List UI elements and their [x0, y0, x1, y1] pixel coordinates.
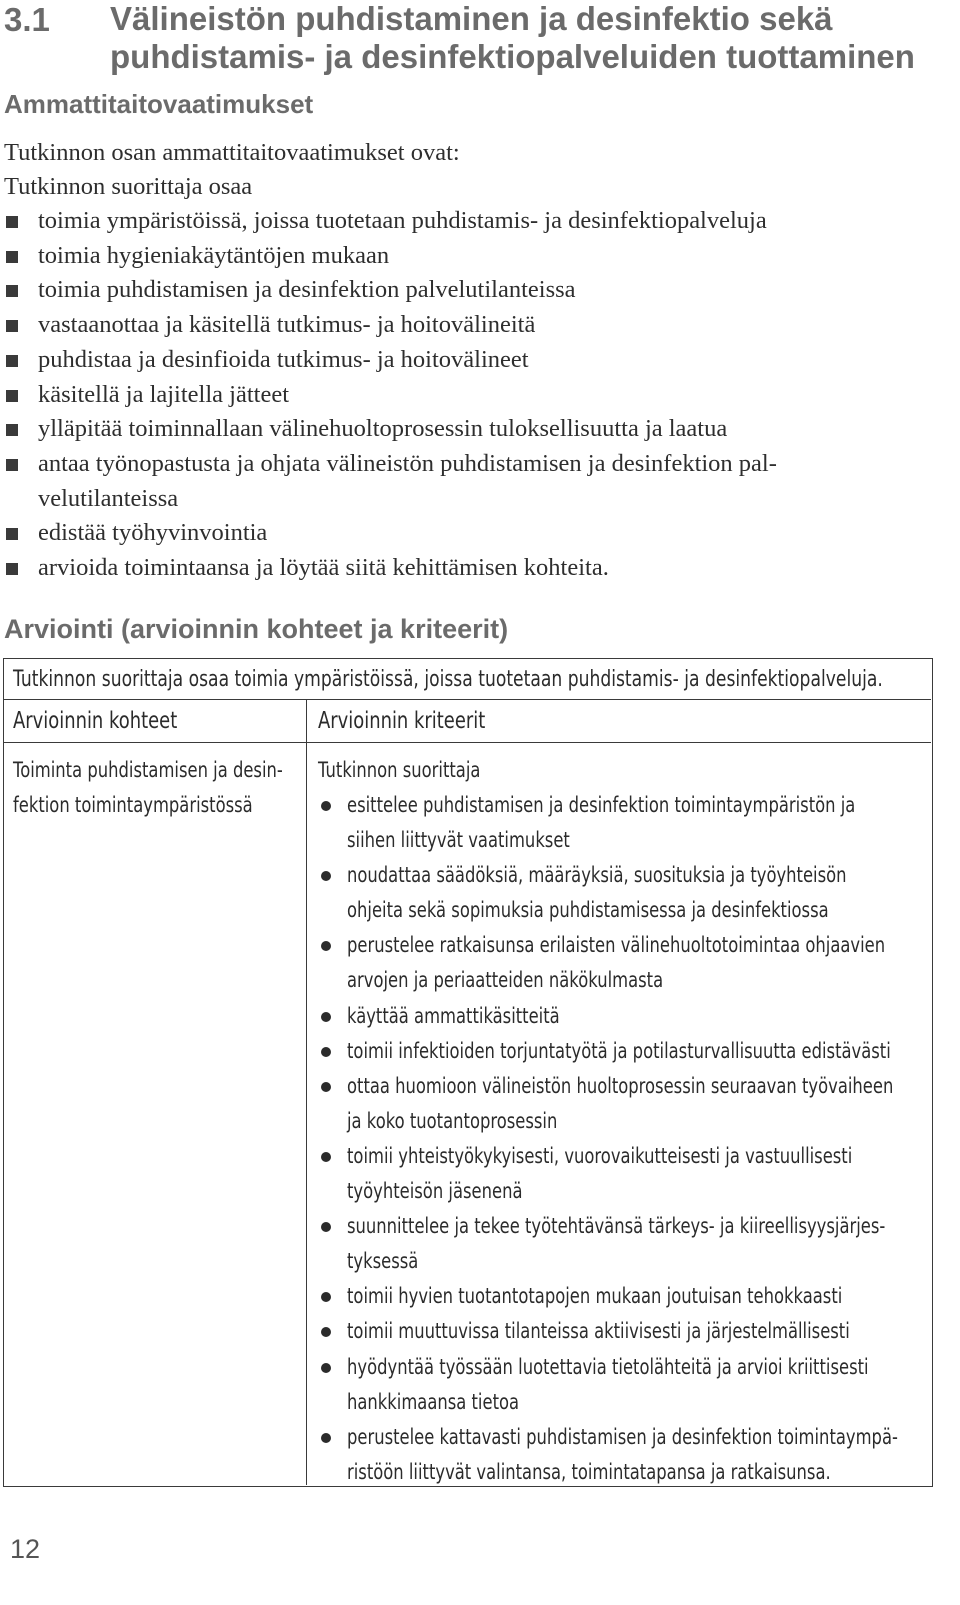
- criteria-intro: [318, 753, 526, 788]
- requirements-intro: Tutkinnon osan ammattitaitovaatimukset ovat:: [4, 139, 460, 166]
- round-bullet-icon: [321, 1082, 331, 1092]
- square-bullet-icon: [6, 528, 18, 540]
- round-bullet-icon: [321, 1152, 331, 1162]
- criteria-list: [318, 788, 960, 1490]
- square-bullet-icon: [6, 424, 18, 436]
- criteria-item: [318, 1350, 960, 1420]
- criteria-item: [318, 1314, 960, 1349]
- square-bullet-icon: [6, 355, 18, 367]
- criteria-item: [318, 788, 960, 858]
- table-header-row: [4, 700, 931, 743]
- requirement-item: [4, 308, 944, 343]
- requirement-item: [4, 204, 944, 239]
- criteria-item: [318, 1420, 960, 1490]
- criteria-text: perustelee kattavasti puhdistamisen ja desinfektion toimintaympä-: [347, 1424, 898, 1449]
- square-bullet-icon: [6, 320, 18, 332]
- round-bullet-icon: [321, 1222, 331, 1232]
- column-header-criteria: Arvioinnin kriteerit: [318, 708, 486, 734]
- target-line: fektion toimintaympäristössä: [13, 793, 253, 817]
- requirements-list: [4, 204, 944, 586]
- criteria-item: [318, 1139, 960, 1209]
- criteria-text: toimii infektioiden torjuntatyötä ja potilasturvallisuutta edistävästi: [347, 1038, 891, 1063]
- round-bullet-icon: [321, 801, 331, 811]
- evaluation-target: [13, 753, 359, 823]
- square-bullet-icon: [6, 285, 18, 297]
- requirement-item: [4, 412, 944, 447]
- criteria-text: toimii hyvien tuotantotapojen mukaan joutuisan tehokkaasti: [347, 1284, 843, 1309]
- criteria-item: [318, 928, 960, 998]
- criteria-text: toimii yhteistyökykyisesti, vuorovaikutteisesti ja vastuullisesti: [347, 1143, 853, 1168]
- requirement-text: antaa työnopastusta ja ohjata välineistön puhdistamisen ja desinfektion pal-: [38, 449, 777, 477]
- round-bullet-icon: [321, 1047, 331, 1057]
- criteria-item: [318, 1209, 960, 1279]
- requirement-text: käsitellä ja lajitella jätteet: [38, 380, 290, 408]
- round-bullet-icon: [321, 1433, 331, 1443]
- criteria-text: ristöön liittyvät valintansa, toimintatapansa ja ratkaisunsa.: [347, 1459, 831, 1484]
- square-bullet-icon: [6, 216, 18, 228]
- square-bullet-icon: [6, 459, 18, 471]
- criteria-text: hyödyntää työssään luotettavia tietolähteitä ja arvioi kriittisesti: [347, 1354, 869, 1379]
- section-title-line2: puhdistamis- ja desinfektiopalveluiden tuottaminen: [110, 38, 915, 75]
- criteria-text: hankkimaansa tietoa: [347, 1389, 520, 1414]
- section-title-line1: Välineistön puhdistaminen ja desinfektio sekä: [110, 0, 833, 37]
- criteria-item: [318, 1279, 960, 1314]
- criteria-text: arvojen ja periaatteiden näkökulmasta: [347, 968, 664, 993]
- requirement-item: [4, 239, 944, 274]
- criteria-text: ottaa huomioon välineistön huoltoprosessin seuraavan työvaiheen: [347, 1073, 894, 1098]
- criteria-text: noudattaa säädöksiä, määräyksiä, suosituksia ja työyhteisön: [347, 863, 847, 888]
- requirement-text: ylläpitää toiminnallaan välinehuoltoprosessin tuloksellisuutta ja laatua: [38, 415, 728, 443]
- criteria-text: ohjeita sekä sopimuksia puhdistamisessa ja desinfektiossa: [347, 898, 829, 923]
- criteria-text: perustelee ratkaisunsa erilaisten välinehuoltotoimintaa ohjaavien: [347, 933, 886, 958]
- requirement-text: edistää työhyvinvointia: [38, 519, 268, 547]
- evaluation-heading: Arviointi (arvioinnin kohteet ja kriteerit): [4, 614, 509, 644]
- round-bullet-icon: [321, 941, 331, 951]
- requirement-text: vastaanottaa ja käsitellä tutkimus- ja hoitovälineitä: [38, 311, 536, 339]
- requirement-text: velutilanteissa: [38, 484, 179, 512]
- requirement-text: toimia hygieniakäytäntöjen mukaan: [38, 241, 390, 269]
- requirement-text: arvioida toimintaansa ja löytää siitä kehittämisen kohteita.: [38, 554, 609, 582]
- criteria-intro-text: Tutkinnon suorittaja: [318, 758, 481, 782]
- requirement-item: [4, 551, 944, 586]
- round-bullet-icon: [321, 871, 331, 881]
- requirement-item: [4, 273, 944, 308]
- page-number: 12: [10, 1534, 41, 1564]
- square-bullet-icon: [6, 563, 18, 575]
- requirement-item: [4, 343, 944, 378]
- round-bullet-icon: [321, 1327, 331, 1337]
- round-bullet-icon: [321, 1012, 331, 1022]
- criteria-item: [318, 1069, 960, 1139]
- round-bullet-icon: [321, 1363, 331, 1373]
- target-line: Toiminta puhdistamisen ja desin-: [13, 758, 283, 782]
- requirement-text: puhdistaa ja desinfioida tutkimus- ja hoitovälineet: [38, 345, 529, 373]
- criteria-item: [318, 858, 960, 928]
- requirement-item: [4, 516, 944, 551]
- table-title-row: [4, 659, 931, 700]
- requirements-lead: Tutkinnon suorittaja osaa: [4, 173, 253, 200]
- criteria-text: tyksessä: [347, 1249, 419, 1274]
- requirement-text: toimia puhdistamisen ja desinfektion palvelutilanteissa: [38, 276, 576, 304]
- column-header-targets: Arvioinnin kohteet: [13, 708, 178, 734]
- requirement-item: [4, 378, 944, 413]
- table-title: Tutkinnon suorittaja osaa toimia ympäristöissä, joissa tuotetaan puhdistamis- ja desinfektiopalveluja.: [13, 667, 883, 692]
- requirement-item: [4, 447, 944, 516]
- criteria-text: siihen liittyvät vaatimukset: [347, 828, 570, 853]
- criteria-text: ja koko tuotantoprosessin: [347, 1108, 558, 1133]
- criteria-text: suunnittelee ja tekee työtehtävänsä tärkeys- ja kiireellisyysjärjes-: [347, 1214, 886, 1239]
- criteria-text: esittelee puhdistamisen ja desinfektion toimintaympäristön ja: [347, 793, 856, 817]
- square-bullet-icon: [6, 390, 18, 402]
- square-bullet-icon: [6, 251, 18, 263]
- criteria-text: käyttää ammattikäsitteitä: [347, 1003, 560, 1028]
- evaluation-table: [3, 658, 933, 1487]
- section-number: 3.1: [4, 1, 50, 38]
- criteria-text: toimii muuttuvissa tilanteissa aktiivisesti ja järjestelmällisesti: [347, 1319, 850, 1344]
- criteria-item: [318, 1034, 960, 1069]
- section-title: [110, 0, 950, 76]
- criteria-text: työyhteisön jäsenenä: [347, 1179, 523, 1204]
- requirements-heading: Ammattitaitovaatimukset: [4, 89, 314, 119]
- round-bullet-icon: [321, 1292, 331, 1302]
- requirement-text: toimia ympäristöissä, joissa tuotetaan puhdistamis- ja desinfektiopalveluja: [38, 207, 767, 234]
- criteria-item: [318, 999, 960, 1034]
